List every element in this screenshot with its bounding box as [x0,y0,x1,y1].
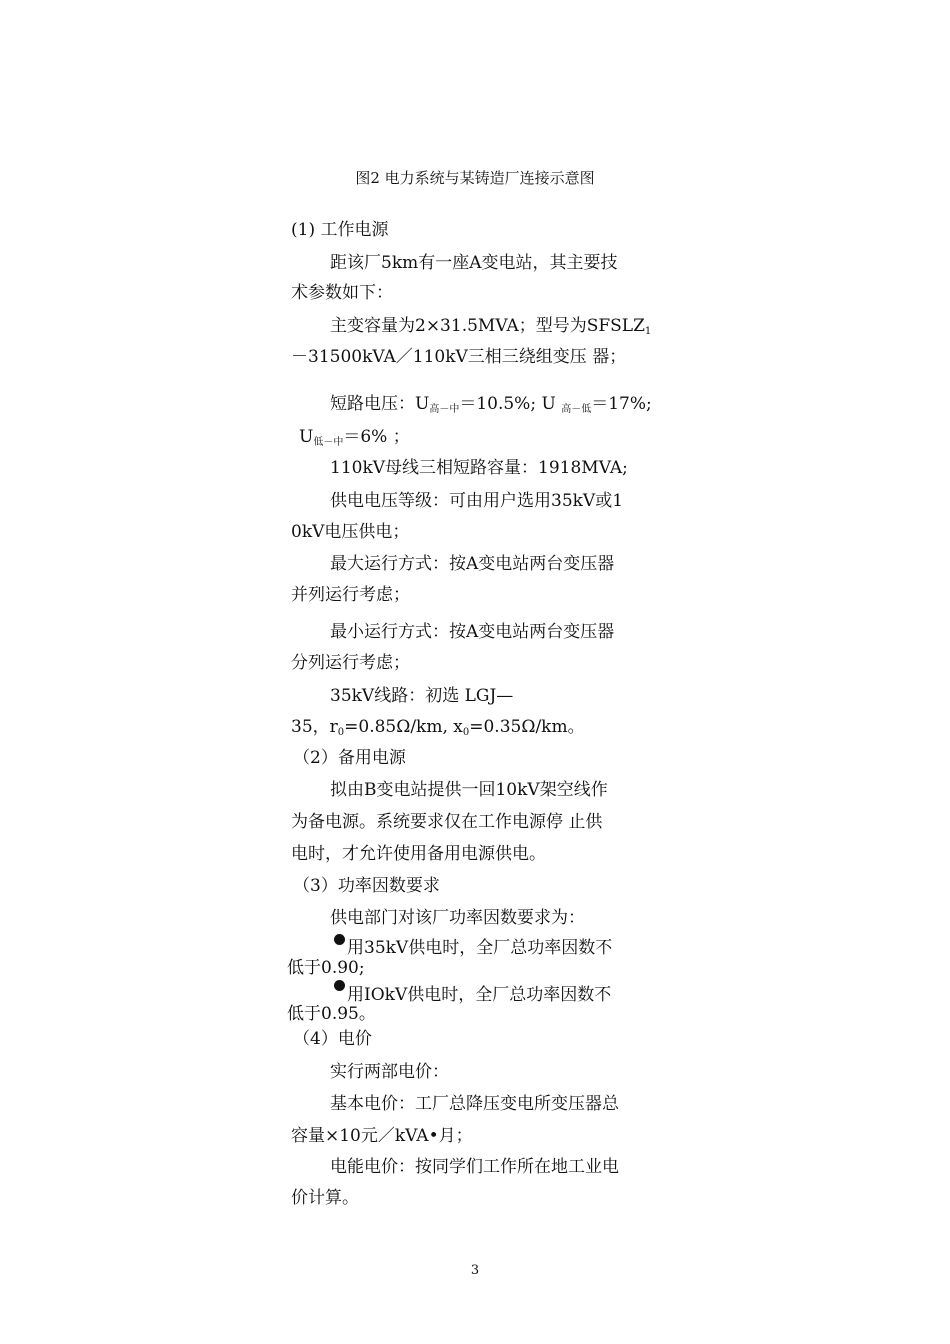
text-run: =0.35Ω/km。 [469,717,585,737]
text-line: 最小运行方式：按A变电站两台变压器 [330,622,615,642]
text-line: 价计算。 [291,1188,359,1208]
text-line: 术参数如下： [291,283,393,303]
text-run: 35，r [291,717,338,737]
text-line [299,426,410,454]
text-line: 分列运行考虑； [291,653,410,673]
text-line [330,315,651,343]
text-line: 基本电价：工厂总降压变电所变压器总 [330,1094,619,1114]
subscript: 0 [462,727,470,738]
text-line: 用35kV供电时，全厂总功率因数不 [347,938,613,958]
text-line: 距该厂5km有一座A变电站，其主要技 [330,253,618,273]
page-number: 3 [470,1263,480,1278]
text-line: 110kV母线三相短路容量：1918MVA; [330,458,628,478]
text-run: =0.85Ω/km, x [344,717,463,737]
subscript: 低－中 [313,437,344,448]
text-line: 为备电源。系统要求仅在工作电源停 止供 [291,812,603,832]
text-run: ＝10.5%; U [459,394,562,414]
text-line: 容量×10元／kVA•月； [291,1126,473,1146]
text-line: 电能电价：按同学们工作所在地工业电 [330,1157,619,1177]
subscript: 0 [337,727,345,738]
text-run: ＝17%; [591,394,652,414]
text-line: 0kV电压供电； [291,522,410,542]
subscript: 高－中 [429,404,460,415]
text-run: 主变容量为2×31.5MVA；型号为SFSLZ [330,316,645,336]
figure-caption: 图2 电力系统与某铸造厂连接示意图 [355,169,595,187]
bullet-icon [334,934,345,945]
section-1-heading: (1) 工作电源 [291,220,389,240]
text-line: 用IOkV供电时，全厂总功率因数不 [347,985,612,1005]
text-line: 供电电压等级：可由用户选用35kV或1 [330,491,624,511]
section-3-heading: （3）功率因数要求 [293,876,440,896]
subscript: 1 [644,326,652,337]
text-line: 低于0.90; [287,958,365,978]
section-4-heading: （4）电价 [293,1029,372,1049]
bullet-icon [334,980,345,991]
text-line: －31500kVA／110kV三相三绕组变压 器； [291,347,627,367]
section-2-heading: （2）备用电源 [293,748,406,768]
text-line: 低于0.95。 [287,1004,376,1024]
text-line: 电时，才允许使用备用电源供电。 [291,844,546,864]
text-run: 短路电压：U [330,394,430,414]
text-run: ＝6% ； [343,427,410,447]
subscript: 高－低 [561,404,592,415]
text-line [330,393,652,421]
text-line: 最大运行方式：按A变电站两台变压器 [330,554,615,574]
text-run: U [299,427,314,447]
text-line: 拟由B变电站提供一回10kV架空线作 [330,780,608,800]
text-line: 35kV线路：初选 LGJ— [330,686,514,706]
text-line: 实行两部电价： [330,1062,449,1082]
text-line: 供电部门对该厂功率因数要求为： [330,908,585,928]
text-line [291,716,585,744]
text-line: 并列运行考虑； [291,585,410,605]
